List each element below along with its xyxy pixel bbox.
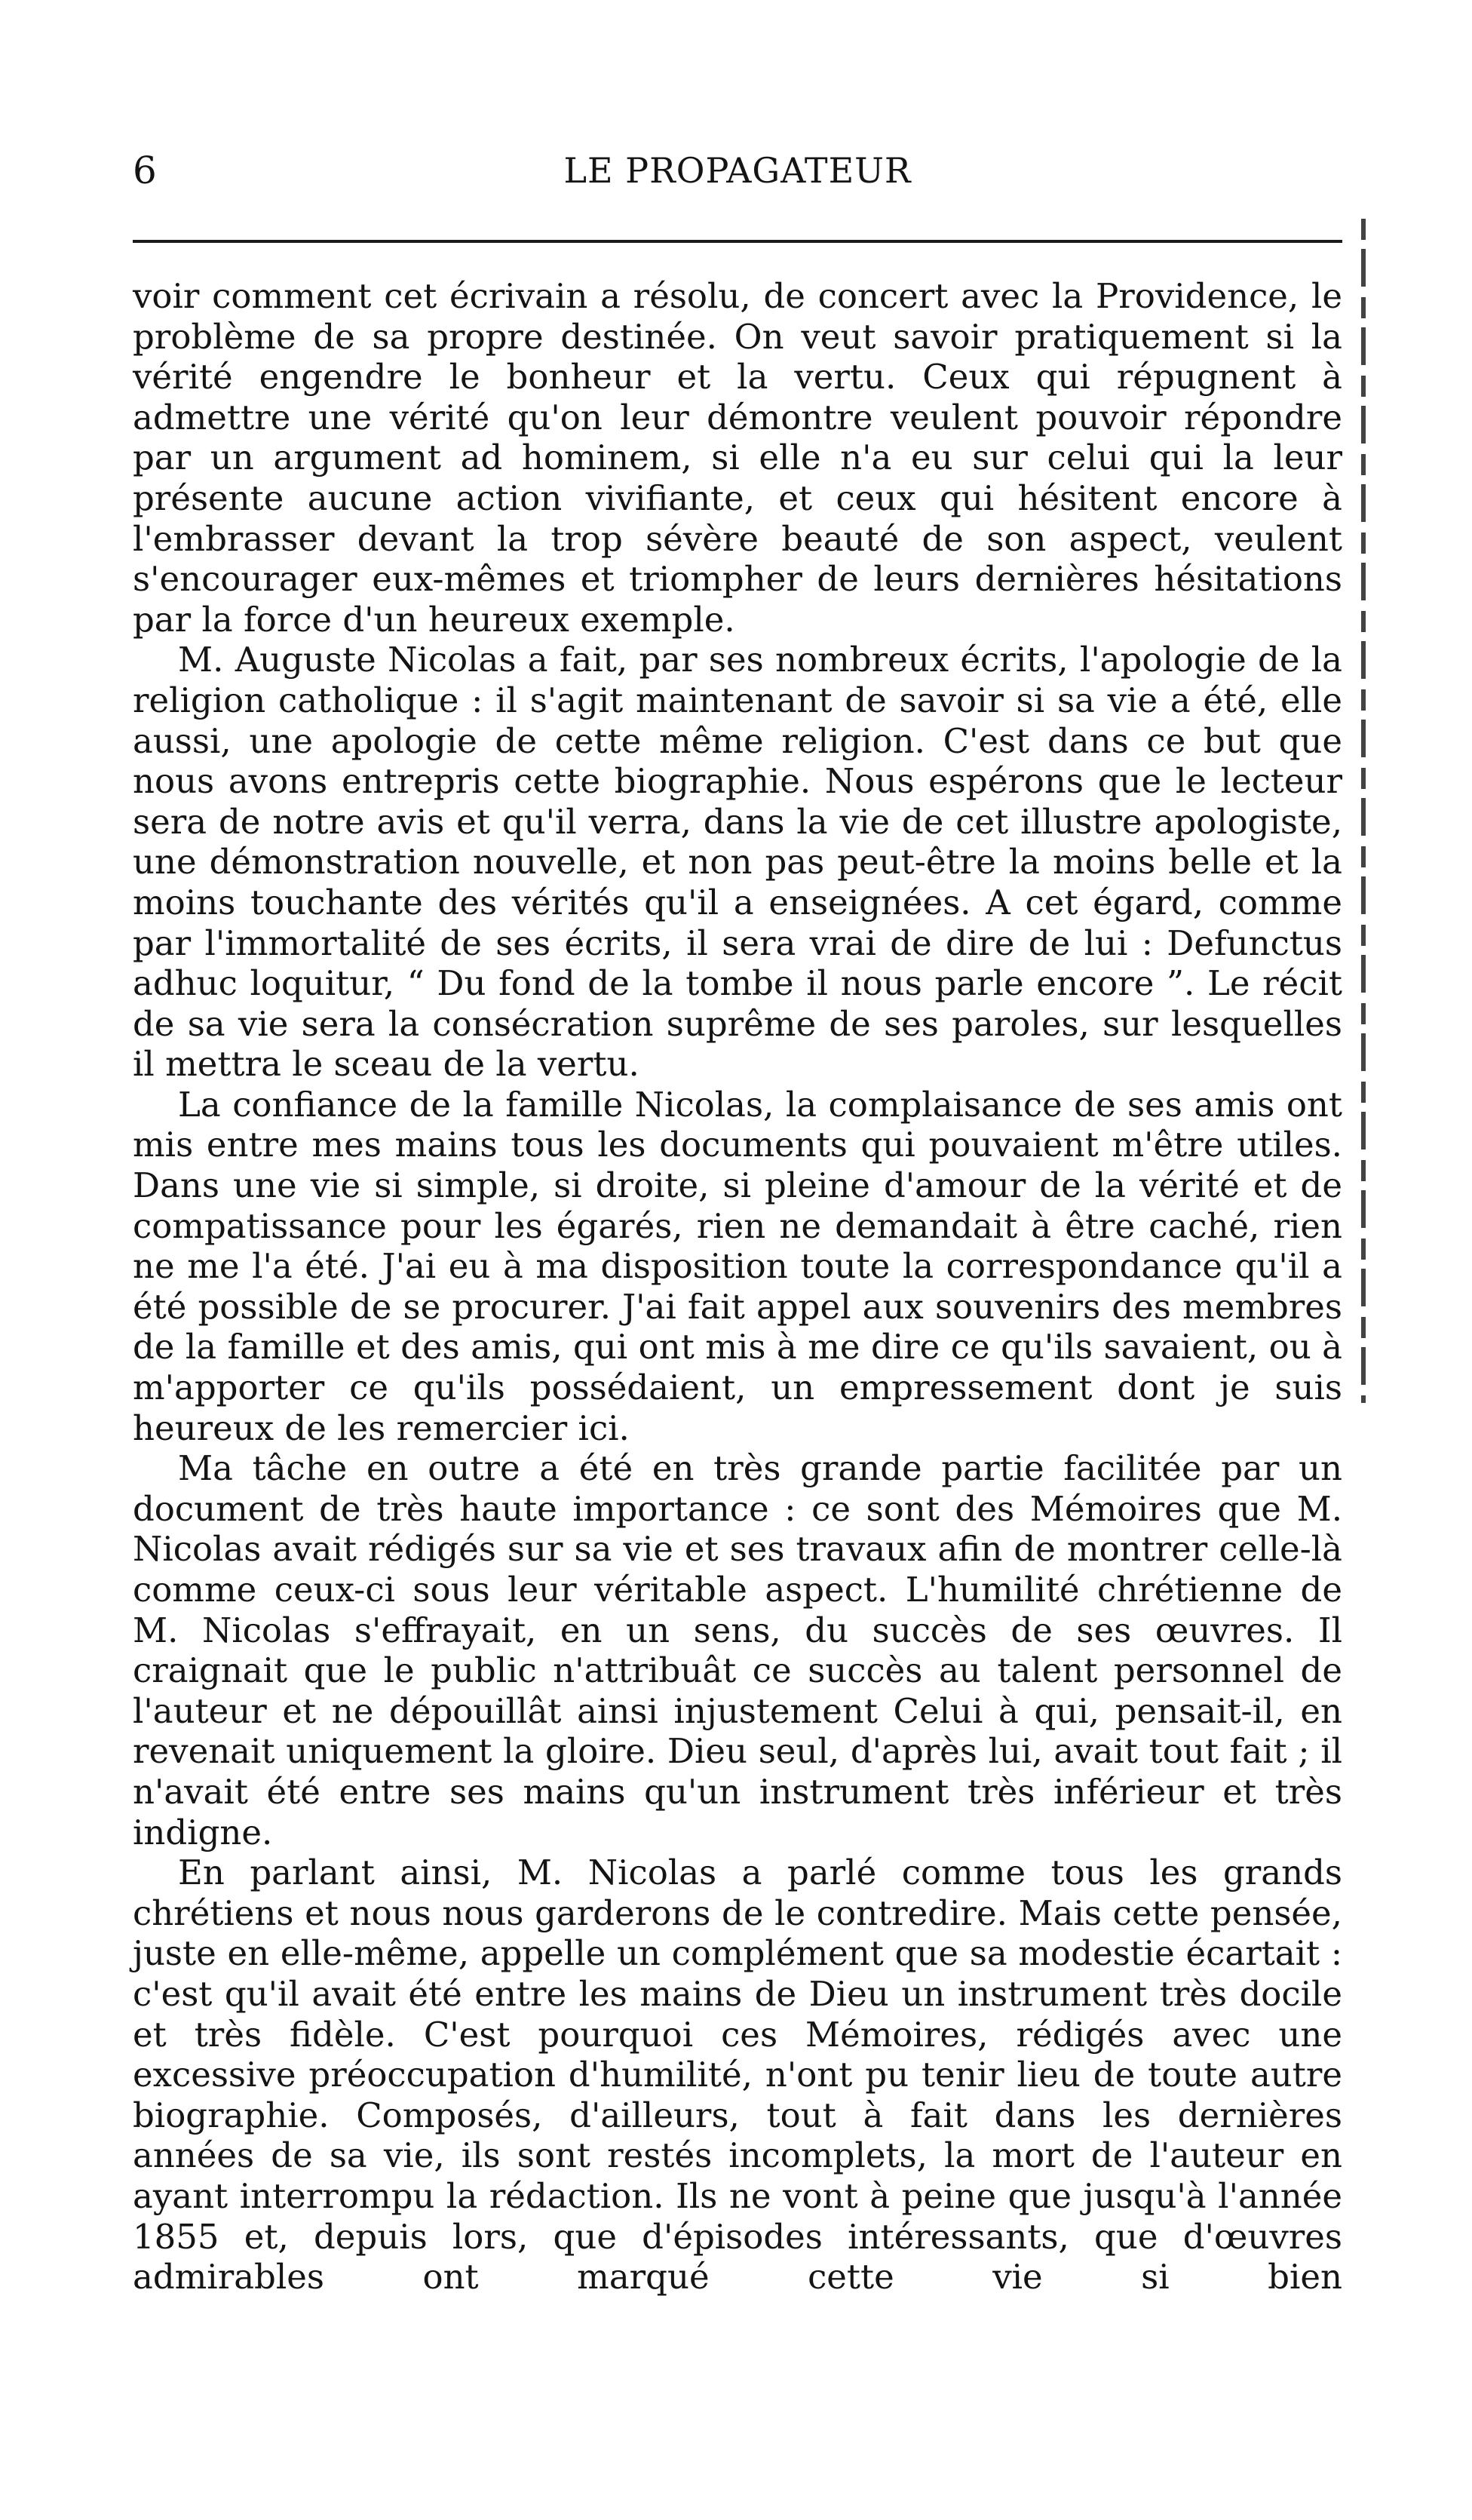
page-header	[133, 148, 1342, 201]
header-rule	[133, 240, 1342, 243]
page-number: 6	[133, 149, 157, 192]
paragraph: M. Auguste Nicolas a fait, par ses nombreux écrits, l'apologie de la religion catholique : il s'agit maintenant de savoir si sa vie a été, elle aussi, une apologie de cette même religion. C'est dans ce but que nous avons entrepris cette biographie. Nous espérons que le lecteur sera de notre avis et qu'il verra, dans la vie de cet illustre apologiste, une démonstration nouvelle, et non pas peut-être la moins belle et la moins touchante des vérités qu'il a enseignées. A cet égard, comme par l'immortalité de ses écrits, il sera vrai de dire de lui : Defunctus adhuc loquitur, “ Du fond de la tombe il nous parle encore ”. Le récit de sa vie sera la consécration suprême de ses paroles, sur lesquelles il mettra le sceau de la vertu.	[133, 640, 1342, 1085]
running-title: LE PROPAGATEUR	[563, 150, 912, 191]
body-text	[133, 276, 1342, 2297]
paragraph: La confiance de la famille Nicolas, la complaisance de ses amis ont mis entre mes mains tous les documents qui pouvaient m'être utiles. Dans une vie si simple, si droite, si pleine d'amour de la vérité et de compatissance pour les égarés, rien ne demandait à être caché, rien ne me l'a été. J'ai eu à ma disposition toute la correspondance qu'il a été possible de se procurer. J'ai fait appel aux souvenirs des membres de la famille et des amis, qui ont mis à me dire ce qu'ils savaient, ou à m'apporter ce qu'ils possédaient, un empressement dont je suis heureux de les remercier ici.	[133, 1084, 1342, 1448]
paragraph: Ma tâche en outre a été en très grande partie facilitée par un document de très haute importance : ce sont des Mémoires que M. Nicolas avait rédigés sur sa vie et ses travaux afin de montrer celle-là comme ceux-ci sous leur véritable aspect. L'humilité chrétienne de M. Nicolas s'effrayait, en un sens, du succès de ses œuvres. Il craignait que le public n'attribuât ce succès au talent personnel de l'auteur et ne dépouillât ainsi injustement Celui à qui, pensait-il, en revenait uniquement la gloire. Dieu seul, d'après lui, avait tout fait ; il n'avait été entre ses mains qu'un instrument très inférieur et très indigne.	[133, 1448, 1342, 1852]
binding-edge-mark	[1361, 219, 1366, 1403]
paragraph: voir comment cet écrivain a résolu, de concert avec la Providence, le problème de sa propre destinée. On veut savoir pratiquement si la vérité engendre le bonheur et la vertu. Ceux qui répugnent à admettre une vérité qu'on leur démontre veulent pouvoir répondre par un argument ad hominem, si elle n'a eu sur celui qui la leur présente aucune action vivifiante, et ceux qui hésitent encore à l'embrasser devant la trop sévère beauté de son aspect, veulent s'encourager eux-mêmes et triompher de leurs dernières hésitations par la force d'un heureux exemple.	[133, 276, 1342, 640]
paragraph: En parlant ainsi, M. Nicolas a parlé comme tous les grands chrétiens et nous nous garderons de le contredire. Mais cette pensée, juste en elle-même, appelle un complément que sa modestie écartait : c'est qu'il avait été entre les mains de Dieu un instrument très docile et très fidèle. C'est pourquoi ces Mémoires, rédigés avec une excessive préoccupation d'humilité, n'ont pu tenir lieu de toute autre biographie. Composés, d'ailleurs, tout à fait dans les dernières années de sa vie, ils sont restés incomplets, la mort de l'auteur en ayant interrompu la rédaction. Ils ne vont à peine que jusqu'à l'année 1855 et, depuis lors, que d'épisodes intéressants, que d'œuvres admirables ont marqué cette vie si bien	[133, 1852, 1342, 2297]
